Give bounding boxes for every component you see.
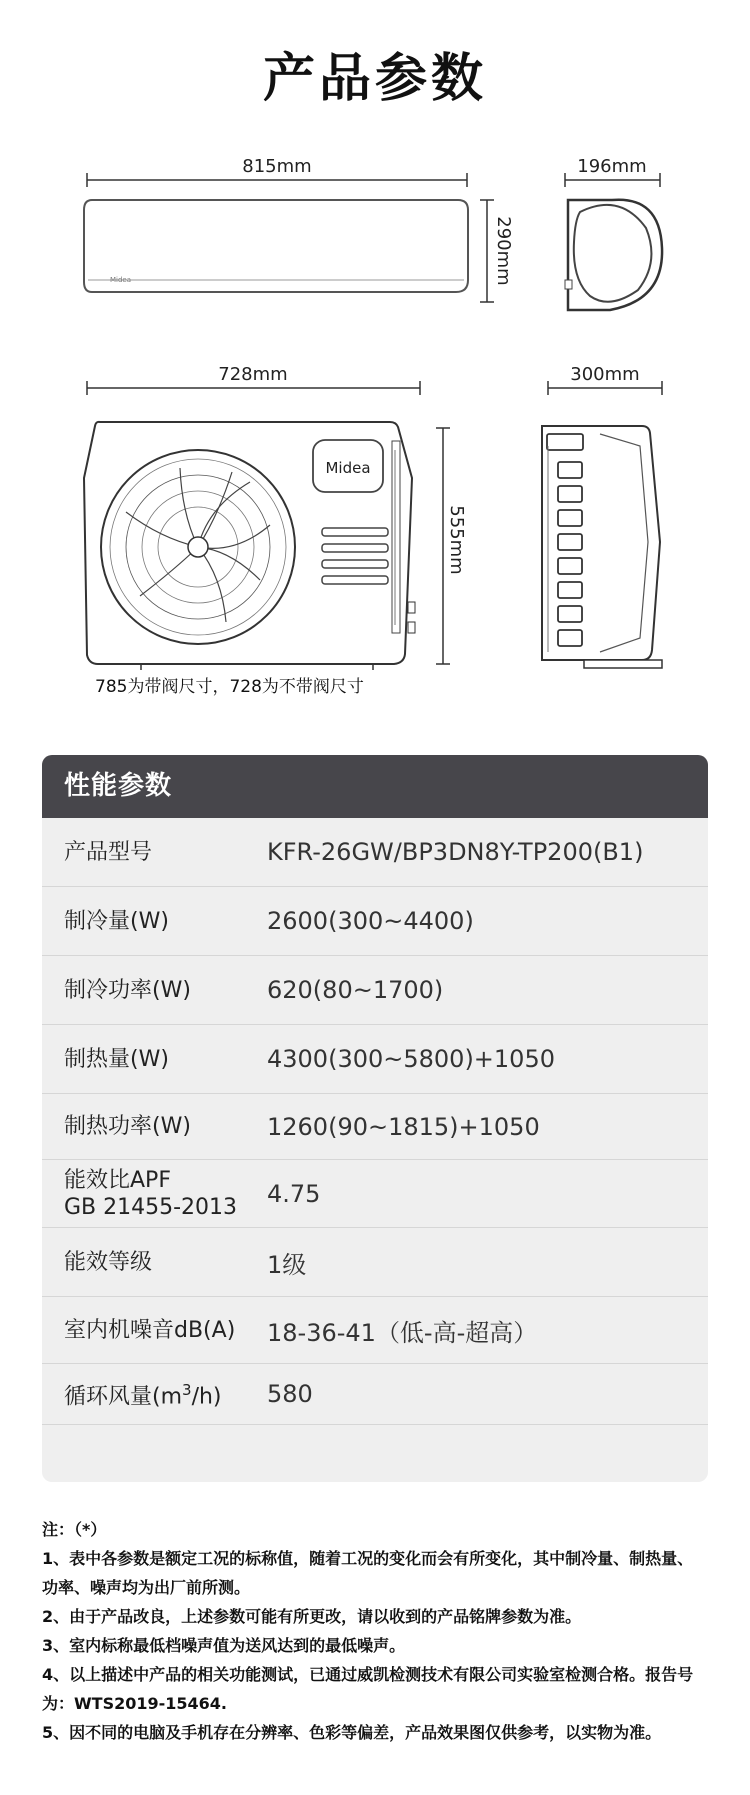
- row-label: 能效等级: [64, 1249, 153, 1275]
- row-label: [42, 1377, 267, 1410]
- row-label-superscript: 3: [182, 1381, 192, 1400]
- spec-table-header: 性能参数: [42, 755, 708, 818]
- spec-table: [42, 755, 708, 1482]
- row-label-text: 循环风量(m: [64, 1384, 183, 1410]
- indoor-depth-label: 196mm: [577, 156, 647, 177]
- outdoor-height-label: 555mm: [446, 505, 467, 575]
- row-value: 580: [267, 1380, 313, 1408]
- table-row: [42, 1094, 708, 1160]
- row-value: 620(80~1700): [267, 976, 444, 1004]
- row-label: 室内机噪音dB(A): [64, 1317, 236, 1343]
- indoor-unit-side: [565, 156, 662, 310]
- table-row: [42, 1025, 708, 1094]
- page-title: 产品参数: [262, 49, 487, 109]
- row-value: 1级: [267, 1250, 307, 1279]
- notes-title: 注：（*）: [42, 1520, 107, 1539]
- row-value: 4300(300~5800)+1050: [267, 1045, 555, 1073]
- table-row: [42, 1228, 708, 1297]
- row-value: 18-36-41（低-高-超高）: [267, 1318, 538, 1347]
- outdoor-depth-label: 300mm: [570, 364, 640, 385]
- table-row: [42, 1297, 708, 1364]
- table-row: [42, 1160, 708, 1228]
- outdoor-width-label: 728mm: [218, 364, 288, 385]
- row-value: 4.75: [267, 1179, 321, 1208]
- dimension-note: 785为带阀尺寸，728为不带阀尺寸: [95, 677, 364, 697]
- outdoor-unit-front: [84, 364, 467, 670]
- row-label: 制冷量(W): [64, 908, 169, 934]
- row-value: 2600(300~4400): [267, 907, 474, 935]
- row-label: 制热功率(W): [64, 1114, 191, 1139]
- table-row: [42, 818, 708, 887]
- indoor-width-label: 815mm: [242, 156, 312, 177]
- outdoor-unit-side: [542, 364, 662, 668]
- note-item: 3、室内标称最低档噪声值为送风达到的最低噪声。: [42, 1636, 406, 1655]
- outdoor-brand-logo: Midea: [325, 459, 371, 477]
- row-label: [42, 1167, 267, 1221]
- table-row: [42, 1364, 708, 1425]
- row-value: KFR-26GW/BP3DN8Y-TP200(B1): [267, 838, 644, 866]
- row-value: 1260(90~1815)+1050: [267, 1112, 540, 1141]
- dimension-diagram: [0, 130, 750, 720]
- note-item: 5、因不同的电脑及手机存在分辨率、色彩等偏差，产品效果图仅供参考，以实物为准。: [42, 1723, 662, 1742]
- note-item: 4、以上描述中产品的相关功能测试，已通过威凯检测技术有限公司实验室检测合格。报告号为：WTS2019-15464.: [42, 1665, 694, 1713]
- row-label: 产品型号: [64, 839, 153, 865]
- indoor-unit-front: [84, 156, 514, 302]
- note-item: 2、由于产品改良，上述参数可能有所更改，请以收到的产品铭牌参数为准。: [42, 1607, 582, 1626]
- note-item: 1、表中各参数是额定工况的标称值，随着工况的变化而会有所变化，其中制冷量、制热量、功率、噪声均为出厂前所测。: [42, 1549, 694, 1597]
- row-label-line1: 能效比APF: [64, 1167, 171, 1193]
- row-label-line2: GB 21455-2013: [64, 1194, 238, 1220]
- table-row: [42, 956, 708, 1025]
- indoor-height-label: 290mm: [493, 216, 514, 286]
- notes-section: [42, 1515, 708, 1747]
- indoor-brand-logo: Midea: [110, 276, 132, 284]
- table-row: [42, 887, 708, 956]
- row-label-unit: /h): [191, 1384, 222, 1410]
- row-label: 制冷功率(W): [64, 977, 191, 1003]
- row-label: 制热量(W): [64, 1046, 169, 1072]
